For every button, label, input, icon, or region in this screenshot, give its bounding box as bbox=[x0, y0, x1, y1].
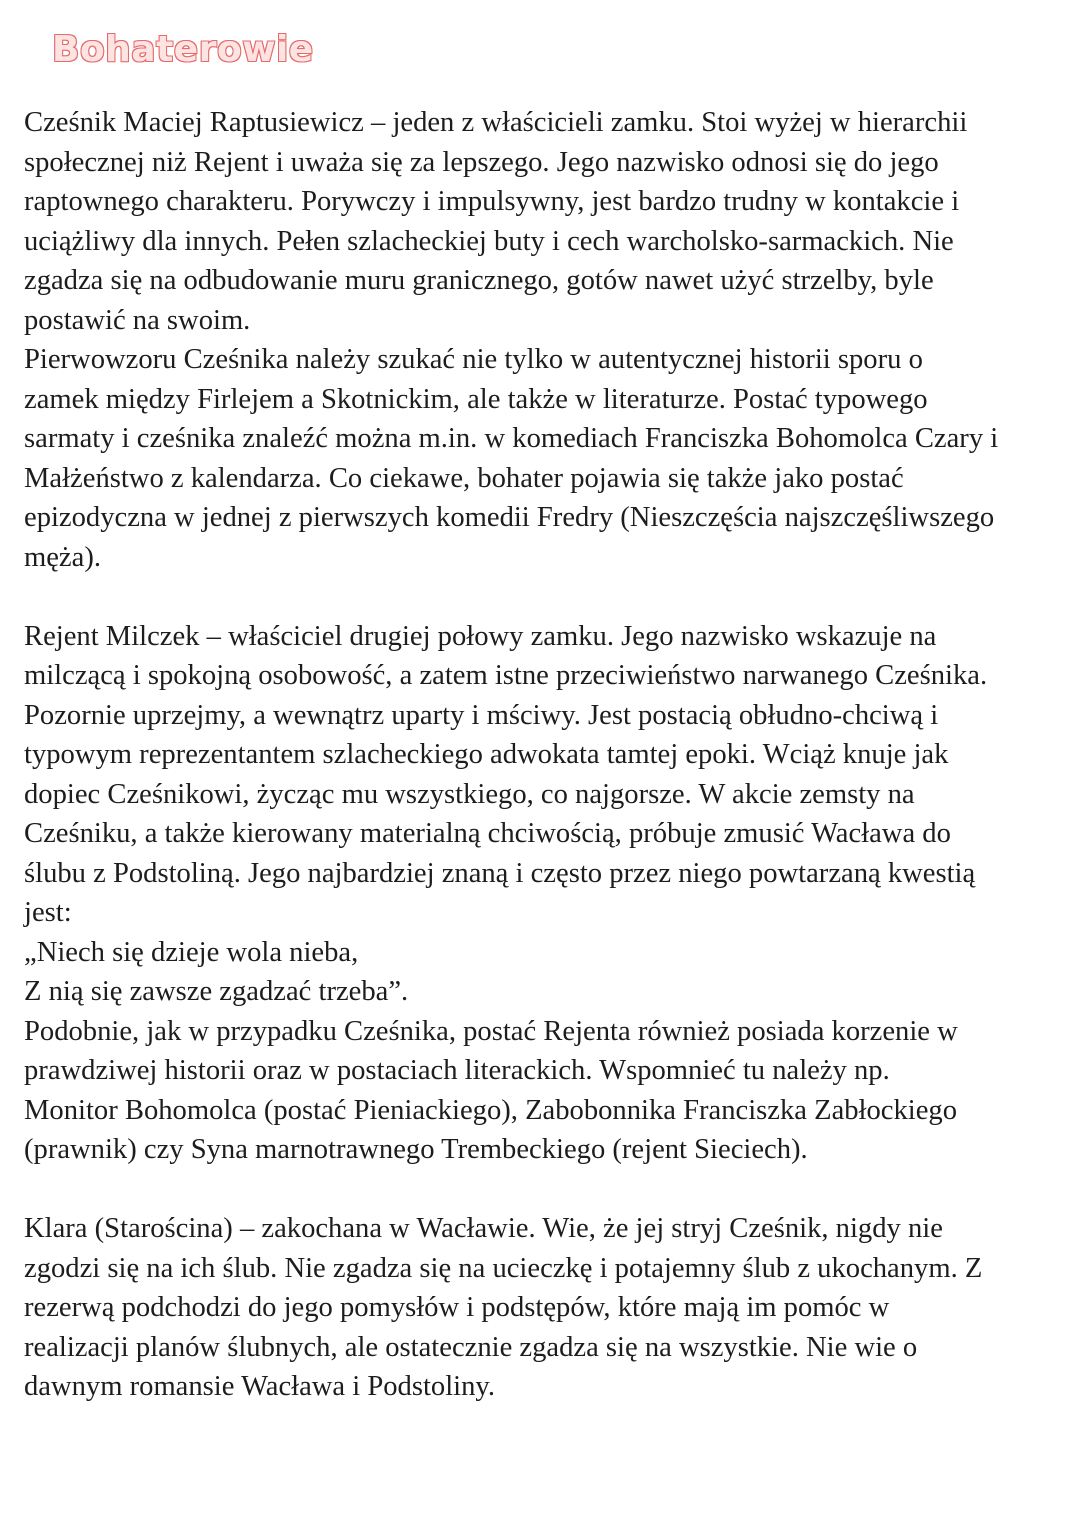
text-line: dawnym romansie Wacława i Podstoliny. bbox=[24, 1371, 496, 1402]
paragraph-gap bbox=[24, 577, 1064, 617]
text-line: społecznej niż Rejent i uważa się za lepszego. Jego nazwisko odnosi się do jego bbox=[24, 146, 939, 178]
text-line: uciążliwy dla innych. Pełen szlacheckiej buty i cech warcholsko-sarmackich. Nie bbox=[24, 225, 954, 257]
section-rejent bbox=[24, 617, 1064, 1170]
text-line: prawdziwej historii oraz w postaciach literackich. Wspomnieć tu należy np. bbox=[24, 1055, 890, 1086]
document-body bbox=[24, 103, 1064, 1407]
text-line: raptownego charakteru. Porywczy i impulsywny, jest bardzo trudny w kontakcie i bbox=[24, 186, 960, 217]
text-line: Rejent Milczek – właściciel drugiej połowy zamku. Jego nazwisko wskazuje na bbox=[24, 620, 937, 652]
text-line: Małżeństwo z kalendarza. Co ciekawe, bohater pojawia się także jako postać bbox=[24, 462, 904, 494]
text-line: rezerwą podchodzi do jego pomysłów i podstępów, które mają im pomóc w bbox=[24, 1292, 890, 1323]
quote-line: Z nią się zawsze zgadzać trzeba”. bbox=[24, 976, 409, 1007]
text-line: realizacji planów ślubnych, ale ostatecznie zgadza się na wszystkie. Nie wie o bbox=[24, 1331, 918, 1363]
text-line: Pozornie uprzejmy, a wewnątrz uparty i mściwy. Jest postacią obłudno-chciwą i bbox=[24, 699, 939, 731]
text-line: zamek między Firlejem a Skotnickim, ale także w literaturze. Postać typowego bbox=[24, 383, 928, 415]
text-line: Monitor Bohomolca (postać Pieniackiego), Zabobonnika Franciszka Zabłockiego bbox=[24, 1094, 958, 1126]
text-line: postawić na swoim. bbox=[24, 304, 251, 336]
page-title: Bohaterowie bbox=[52, 29, 314, 70]
text-line: Pierwowzoru Cześnika należy szukać nie tylko w autentycznej historii sporu o bbox=[24, 344, 923, 375]
text-line: Cześnik Maciej Raptusiewicz – jeden z właścicieli zamku. Stoi wyżej w hierarchii bbox=[24, 107, 968, 138]
text-line: (prawnik) czy Syna marnotrawnego Trembeckiego (rejent Sieciech). bbox=[24, 1134, 808, 1165]
paragraph-gap bbox=[24, 1170, 1064, 1210]
text-line: sarmaty i cześnika znaleźć można m.in. w komediach Franciszka Bohomolca Czary i bbox=[24, 423, 999, 454]
text-line: ślubu z Podstoliną. Jego najbardziej znaną i często przez niego powtarzaną kwestią bbox=[24, 857, 976, 889]
text-line: Cześniku, a także kierowany materialną chciwością, próbuje zmusić Wacława do bbox=[24, 818, 951, 849]
text-line: zgadza się na odbudowanie muru granicznego, gotów nawet użyć strzelby, byle bbox=[24, 265, 934, 296]
text-line: męża). bbox=[24, 541, 101, 573]
quote-line: „Niech się dzieje wola nieba, bbox=[24, 936, 359, 968]
text-line: jest: bbox=[24, 897, 72, 928]
text-line: milczącą i spokojną osobowość, a zatem istne przeciwieństwo narwanego Cześnika. bbox=[24, 660, 988, 691]
text-line: Klara (Starościna) – zakochana w Wacławie. Wie, że jej stryj Cześnik, nigdy nie bbox=[24, 1213, 943, 1244]
text-line: epizodyczna w jednej z pierwszych komedii Fredry (Nieszczęścia najszczęśliwszego bbox=[24, 502, 995, 533]
text-line: dopiec Cześnikowi, życząc mu wszystkiego, co najgorsze. W akcie zemsty na bbox=[24, 778, 915, 810]
section-czesnik bbox=[24, 103, 1064, 577]
text-line: typowym reprezentantem szlacheckiego adwokata tamtej epoki. Wciąż knuje jak bbox=[24, 739, 949, 770]
text-line: Podobnie, jak w przypadku Cześnika, postać Rejenta również posiada korzenie w bbox=[24, 1015, 958, 1047]
text-line: zgodzi się na ich ślub. Nie zgadza się na ucieczkę i potajemny ślub z ukochanym. Z bbox=[24, 1252, 983, 1284]
section-klara bbox=[24, 1209, 1064, 1407]
